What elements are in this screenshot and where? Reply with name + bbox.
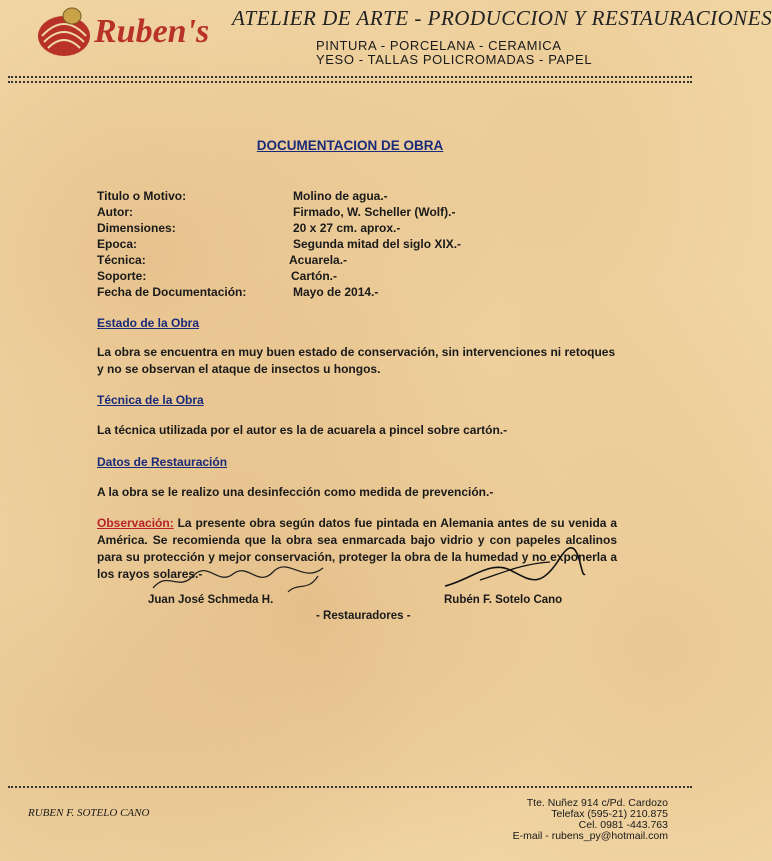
field-label: Dimensiones: [97,221,176,235]
atelier-title: ATELIER DE ARTE - PRODUCCION Y RESTAURACIONES [232,6,772,30]
header-divider [8,81,692,83]
footer-divider [8,786,692,788]
field-value: Firmado, W. Scheller (Wolf).- [293,205,456,219]
section-heading-estado: Estado de la Obra [97,316,200,330]
signature-left [148,562,338,598]
footer-telefax: Telefax (595-21) 210.875 [551,808,668,820]
services-line-2: YESO - TALLAS POLICROMADAS - PAPEL [316,52,593,67]
footer-address: Tte. Nuñez 914 c/Pd. Cardozo [526,797,668,809]
section-text-estado: La obra se encuentra en muy buen estado de conservación, sin intervenciones ni retoques y no se observan el ataque de insectos u hongos. [97,345,616,376]
section-text-tecnica: La técnica utilizada por el autor es la de acuarela a pincel sobre cartón.- [97,423,508,437]
field-value: 20 x 27 cm. aprox.- [293,221,401,235]
field-value: Mayo de 2014.- [293,285,379,299]
signature-left-name: Juan José Schmeda H. [148,594,274,606]
field-value: Molino de agua.- [293,189,388,203]
section-text-restauracion: A la obra se le realizo una desinfección como medida de prevención.- [97,485,494,499]
rubens-logo [34,2,224,60]
field-label: Autor: [97,205,133,219]
field-value: Acuarela.- [289,253,348,267]
field-value: Cartón.- [291,269,337,283]
observation-text: La presente obra según datos fue pintada en Alemania antes de su venida a América. Se recomienda que la obra sea enmarcada bajo vidrio y con papeles alcalinos para su protección y mejor conservación, proteger la obra de la humedad y no exponerla a los rayos solares.- [97,516,617,581]
section-heading-restauracion: Datos de Restauración [97,455,228,469]
observation-label: Observación: [97,516,174,530]
logo-text: Ruben's [94,13,210,50]
document-title: DOCUMENTACION DE OBRA [256,138,444,153]
footer-name: RUBEN F. SOTELO CANO [28,807,150,819]
field-label: Fecha de Documentación: [97,285,247,299]
signature-right-name: Rubén F. Sotelo Cano [444,594,563,606]
section-heading-tecnica: Técnica de la Obra [97,393,204,407]
field-label: Titulo o Motivo: [97,189,187,203]
signature-right [440,550,590,596]
services-line-1: PINTURA - PORCELANA - CERAMICA [316,38,562,53]
header-divider [8,76,692,78]
footer-email: E-mail - rubens_py@hotmail.com [512,830,668,842]
field-label: Soporte: [97,269,147,283]
field-value: Segunda mitad del siglo XIX.- [293,237,462,251]
signature-role: - Restauradores - [316,610,411,622]
footer-cel: Cel. 0981 -443.763 [578,819,668,831]
field-label: Técnica: [97,253,146,267]
field-label: Epoca: [97,237,138,251]
